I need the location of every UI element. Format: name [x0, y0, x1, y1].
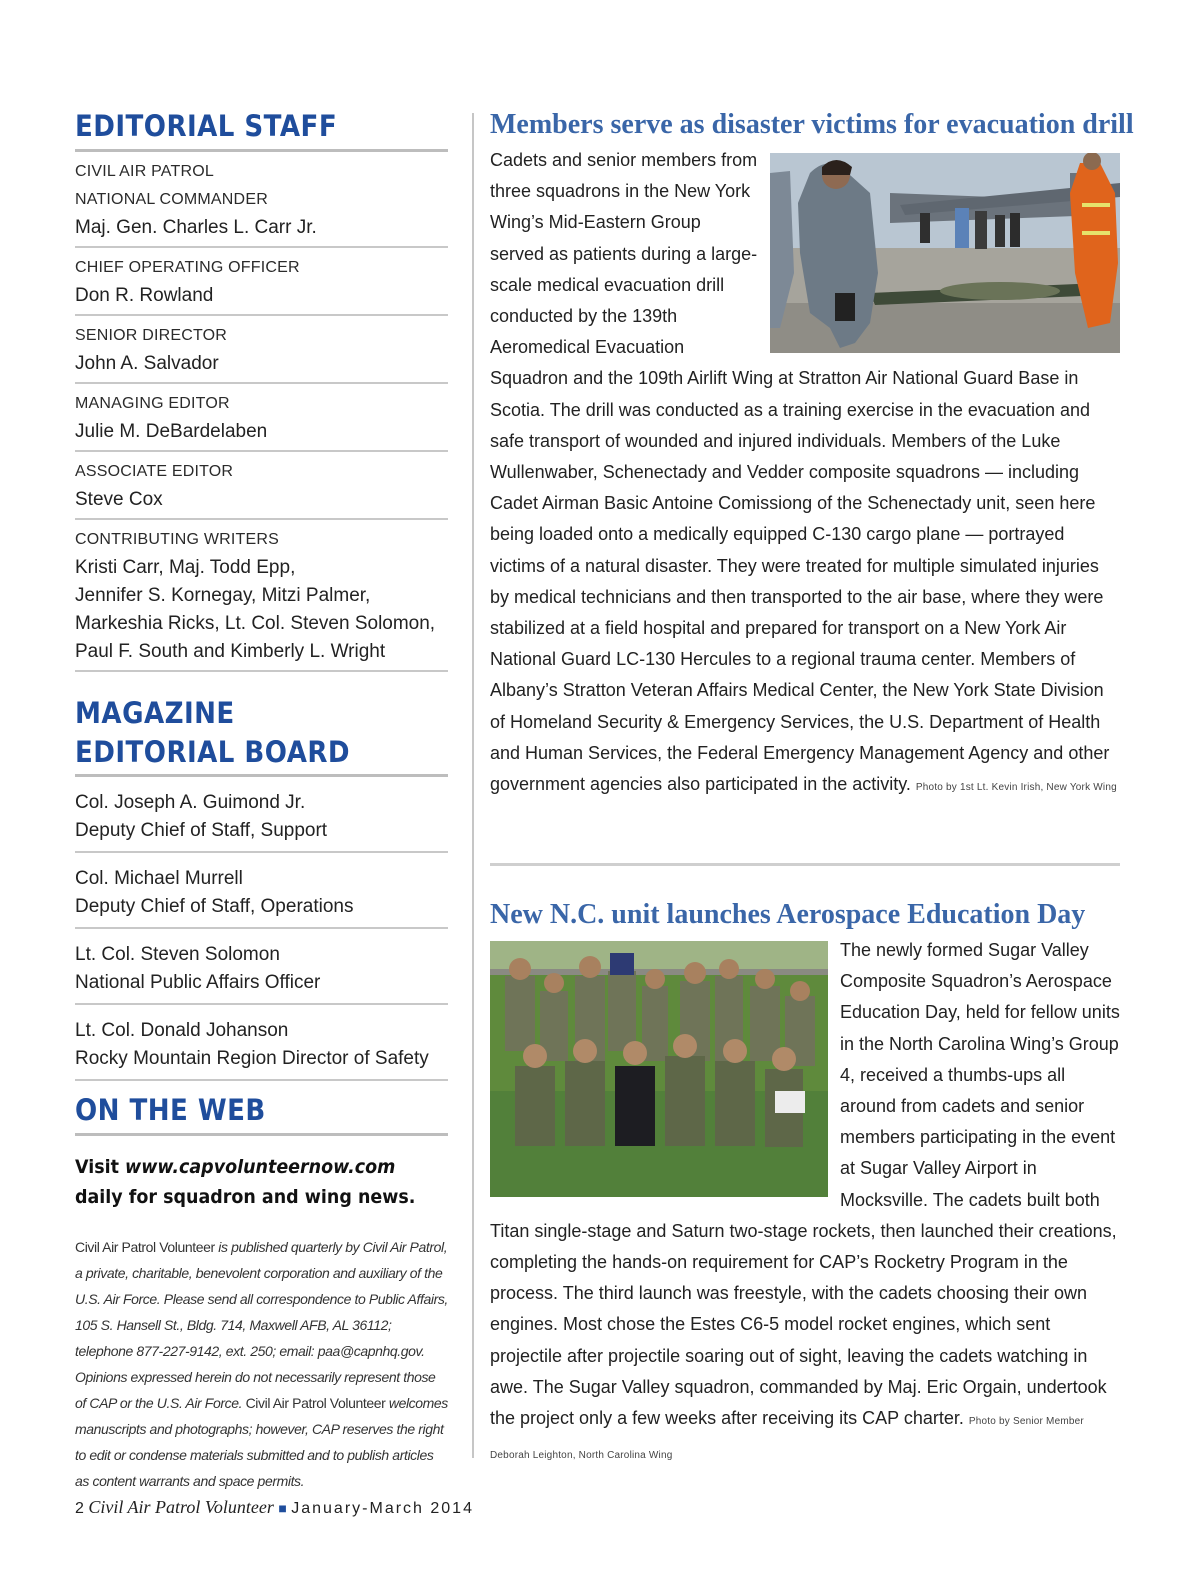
evacuation-drill-photo: [770, 153, 1120, 353]
board-member-name: Col. Joseph A. Guimond Jr.: [75, 792, 306, 813]
staff-name: John A. Salvador: [75, 353, 219, 374]
article-text: The newly formed Sugar Valley Composite Squadron’s Aerospace Education Day, held for fellow units in the North Carolina Wing’s Group 4, received a thumbs-ups all around from cadets and senior members participating in the event at Sugar Valley Airport in Mocksville. The cadets built both Titan single-stage and Saturn two-stage rockets, then launched their creations, completing the hands-on requirement for CAP’s Rocketry Program in the process. The third launch was freestyle, with the cadets choosing their own engines. Most chose the Estes C6-5 model rocket engines, which sent projectile after projectile soaring out of sight, leaving the cadets watching in awe. The Sugar Valley squadron, commanded by Maj. Eric Orgain, undertook the project only a few weeks after receiving its CAP charter.: [490, 940, 1120, 1429]
web-promo: [75, 1152, 448, 1212]
staff-role: CIVIL AIR PATROL: [75, 163, 214, 180]
editorial-board-heading-line2: EDITORIAL BOARD: [75, 735, 351, 769]
board-entry: [75, 777, 448, 853]
editorial-staff-heading: EDITORIAL STAFF: [75, 109, 338, 143]
news-column: [490, 105, 1134, 1462]
board-entry: [75, 929, 448, 1005]
photo-credit: Photo by 1st Lt. Kevin Irish, New York Wing: [915, 782, 1117, 794]
staff-name: Julie M. DeBardelaben: [75, 421, 268, 442]
notice-opinions: Opinions expressed herein do not necessarily represent those of CAP or the U.S. Air Force.: [75, 1369, 436, 1411]
board-member-name: Lt. Col. Steven Solomon: [75, 944, 280, 965]
staff-role: NATIONAL COMMANDER: [75, 191, 268, 208]
board-member-title: Deputy Chief of Staff, Support: [75, 820, 328, 841]
staff-name: Don R. Rowland: [75, 285, 214, 306]
notice-text: is published quarterly by Civil Air Patrol, a private, charitable, benevolent corporation and auxiliary of the U.S. Air Force. Please send all correspondence to Public Affairs, 105 S. Hansell St., Bldg. 714, Maxwell AFB, AL 36112; telephone 877-227-9142, ext. 250; email: paa@capnhq.gov.: [75, 1239, 448, 1359]
notice-magazine-name: Civil Air Patrol Volunteer: [75, 1239, 215, 1255]
writer-names: Kristi Carr, Maj. Todd Epp,: [75, 557, 296, 578]
editorial-board-header: [75, 682, 448, 777]
editorial-board-heading-line1: MAGAZINE: [75, 696, 235, 730]
article-body: [490, 145, 1120, 803]
board-member-title: National Public Affairs Officer: [75, 972, 321, 993]
on-the-web-header: [75, 1091, 448, 1136]
publication-notice: [75, 1234, 448, 1494]
writer-names: Markeshia Ricks, Lt. Col. Steven Solomon,: [75, 613, 436, 634]
staff-entry-coo: [75, 248, 448, 316]
staff-role: CHIEF OPERATING OFFICER: [75, 259, 300, 276]
board-entry: [75, 1005, 448, 1081]
article-body: [490, 935, 1120, 1471]
staff-role: SENIOR DIRECTOR: [75, 327, 228, 344]
footer-magazine-name: Civil Air Patrol Volunteer: [88, 1497, 274, 1517]
staff-role: CONTRIBUTING WRITERS: [75, 531, 279, 548]
footer-square-separator: ■: [278, 1500, 287, 1516]
article-title: Members serve as disaster victims for evacuation drill: [490, 109, 1134, 140]
staff-entry-associate-editor: [75, 452, 448, 520]
staff-name: Maj. Gen. Charles L. Carr Jr.: [75, 217, 317, 238]
article-text: Cadets and senior members from three squadrons in the New York Wing’s Mid-Eastern Group served as patients during a large-scale medical evacuation drill conducted by the 139th Aeromedical Evacuation Squadron and the 109th Airlift Wing at Stratton Air National Guard Base in Scotia. The drill was conducted as a training exercise in the evacuation and safe transport of wounded and injured individuals. Members of the Luke Wullenwaber, Schenectady and Vedder composite squadrons — including Cadet Airman Basic Antoine Comissiong of the Schenectady unit, seen here being loaded onto a medically equipped C-130 cargo plane — portrayed victims of a natural disaster. They were treated for multiple simulated injuries by medical technicians and then transported to the air base, where they were stabilized at a field hospital and prepared for transport on a New York Air National Guard LC-130 Hercules to a regional trauma center. Members of Albany’s Stratton Veteran Affairs Medical Center, the New York State Division of Homeland Security & Emergency Services, the U.S. Department of Health and Human Services, the Federal Emergency Management Agency and other government agencies also participated in the activity.: [490, 150, 1110, 795]
staff-entry-senior-director: [75, 316, 448, 384]
board-member-title: Deputy Chief of Staff, Operations: [75, 896, 354, 917]
writer-names: Jennifer S. Kornegay, Mitzi Palmer,: [75, 585, 371, 606]
board-member-name: Lt. Col. Donald Johanson: [75, 1020, 289, 1041]
editorial-staff-header: [75, 105, 448, 152]
board-member-title: Rocky Mountain Region Director of Safety: [75, 1048, 429, 1069]
writer-names: Paul F. South and Kimberly L. Wright: [75, 641, 386, 662]
board-entry: [75, 853, 448, 929]
web-url-link[interactable]: www.capvolunteernow.com: [125, 1156, 396, 1178]
notice-magazine-name: Civil Air Patrol Volunteer: [242, 1395, 386, 1411]
notice-manuscripts: welcomes manuscripts and photographs; however, CAP reserves the right to edit or condense materials submitted and to publish articles as content warrants and space permits.: [75, 1395, 448, 1489]
staff-name: Steve Cox: [75, 489, 163, 510]
web-promo-suffix: daily for squadron and wing news.: [75, 1186, 416, 1208]
web-promo-prefix: Visit: [75, 1156, 126, 1178]
article-aerospace-day: [490, 895, 1120, 1471]
staff-entry-contributing-writers: [75, 520, 448, 672]
article-evacuation-drill: [490, 105, 1134, 803]
photo-credit: Photo by Senior Member Deborah Leighton, North Carolina Wing: [490, 1416, 1084, 1462]
cadets-group-photo: [490, 941, 828, 1197]
board-member-name: Col. Michael Murrell: [75, 868, 243, 889]
staff-entry-commander: [75, 152, 448, 248]
staff-entry-managing-editor: [75, 384, 448, 452]
footer-issue-date: January-March 2014: [291, 1500, 474, 1517]
masthead-column: [75, 105, 448, 1494]
on-the-web-heading: ON THE WEB: [75, 1093, 266, 1127]
article-title: New N.C. unit launches Aerospace Education Day: [490, 899, 1086, 930]
staff-role: MANAGING EDITOR: [75, 395, 230, 412]
column-divider: [472, 113, 474, 1458]
staff-role: ASSOCIATE EDITOR: [75, 463, 234, 480]
page-footer: [75, 1497, 474, 1518]
page-number: 2: [75, 1500, 84, 1517]
article-separator: [490, 863, 1120, 866]
